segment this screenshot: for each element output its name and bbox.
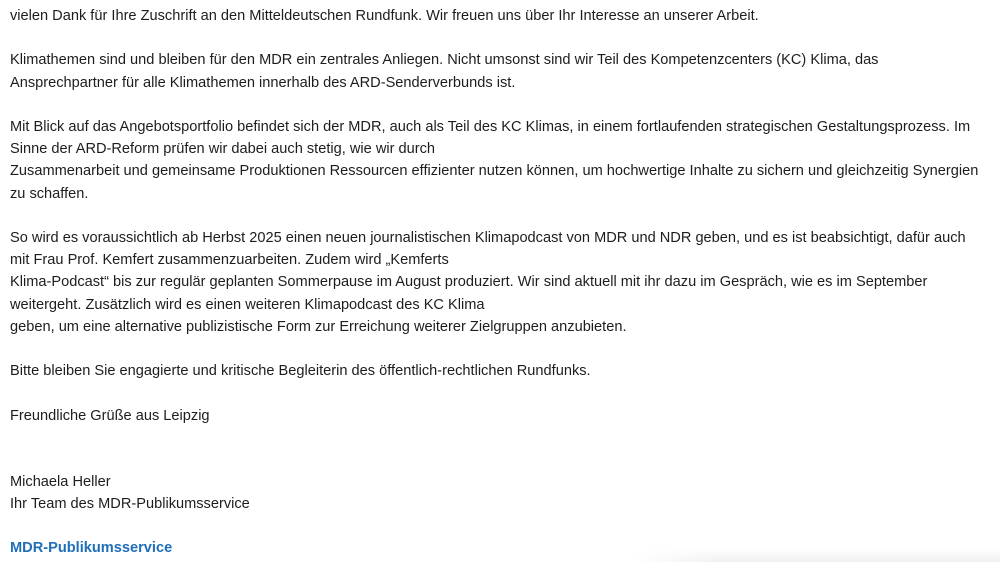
paragraph-closing-request [10,360,995,382]
org-link[interactable]: MDR-Publikumsservice [10,540,173,557]
text-line: Freundliche Grüße aus Leipzig [10,407,210,424]
signature-name: Michaela Heller [10,473,111,490]
text-line: Klimathemen sind und bleiben für den MDR ein zentrales Anliegen. Nicht umsonst sind wir Teil des Kompetenzcenters (KC) Klima, das [10,52,879,69]
text-line: Zusammenarbeit und gemeinsame Produktionen Ressourcen effizienter nutzen können, um hochwertige Inhalte zu sichern und gleichzeitig Synergien [10,163,979,180]
signature-team: Ihr Team des MDR-Publikumsservice [10,495,250,512]
panel-shadow [630,548,1000,562]
text-line: vielen Dank für Ihre Zuschrift an den Mitteldeutschen Rundfunk. Wir freuen uns über Ihr Interesse an unserer Arbeit. [10,8,759,24]
text-line: mit Frau Prof. Kemfert zusammenzuarbeiten. Zudem wird „Kemferts [10,252,449,269]
paragraph-podcast [10,227,995,338]
text-line: Mit Blick auf das Angebotsportfolio befindet sich der MDR, auch als Teil des KC Klimas, in einem fortlaufenden strategischen Gestaltungsprozess. Im [10,118,971,135]
text-line: Klima-Podcast“ bis zur regulär geplanten Sommerpause im August produziert. Wir sind aktuell mit ihr dazu im Gespräch, wie es im September [10,274,928,291]
text-line: Bitte bleiben Sie engagierte und kritische Begleiterin des öffentlich-rechtlichen Rundfunks. [10,363,591,380]
paragraph-climate-topics [10,49,995,93]
paragraph-greeting [10,405,995,427]
text-line: So wird es voraussichtlich ab Herbst 2025 einen neuen journalistischen Klimapodcast von MDR und NDR geben, und es ist beabsichtigt, dafür auch [10,229,966,246]
text-line: weitergeht. Zusätzlich wird es einen weiteren Klimapodcast des KC Klima [10,296,485,313]
text-line: geben, um eine alternative publizistische Form zur Erreichung weiterer Zielgruppen anzubieten. [10,318,627,335]
signature-block [10,471,995,560]
paragraph-thanks [10,5,995,27]
email-body [10,5,995,559]
text-line: Ansprechpartner für alle Klimathemen innerhalb des ARD-Senderverbunds ist. [10,74,516,91]
text-line: zu schaffen. [10,185,89,202]
text-line: Sinne der ARD-Reform prüfen wir dabei auch stetig, wie wir durch [10,141,436,158]
paragraph-portfolio [10,116,995,205]
